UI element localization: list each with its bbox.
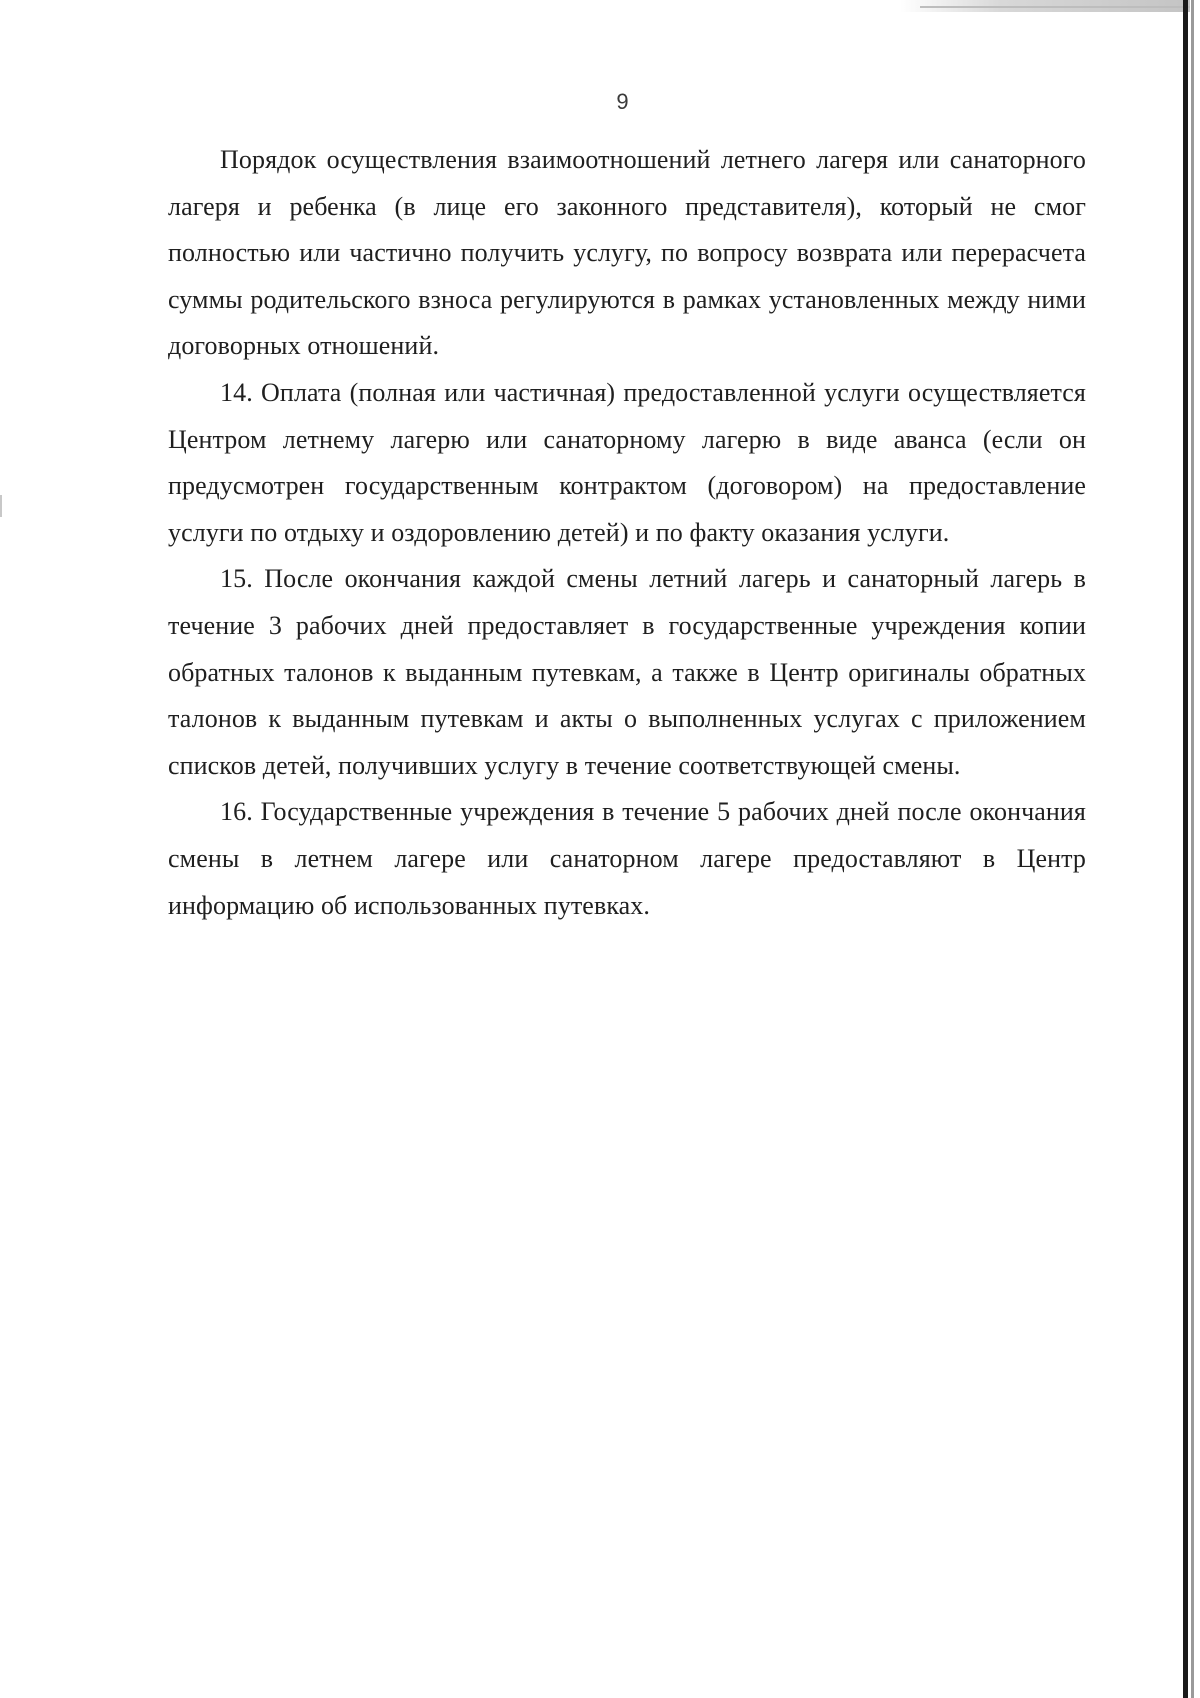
- paragraph-14-payment: 14. Оплата (полная или частичная) предоставленной услуги осуществляется Центром летнему лагерю или санаторному лагерю в виде аванса (если он предусмотрен государственным контрактом (договором) на предоставление услуги по отдыху и оздоровлению детей) и по факту оказания услуги.: [168, 377, 1086, 547]
- paragraph-refund-order: Порядок осуществления взаимоотношений летнего лагеря или санаторного лагеря и ребенка (в лице его законного представителя), который не смог полностью или частично получить услугу, по вопросу возврата или перерасчета суммы родительского взноса регулируются в рамках установленных между ними договорных отношений.: [168, 145, 1086, 361]
- page-number: 9: [616, 89, 629, 114]
- paragraph-15-reports: 15. После окончания каждой смены летний лагерь и санаторный лагерь в течение 3 рабочих дней предоставляет в государственные учреждения копии обратных талонов к выданным путевкам, а также в Центр оригиналы обратных талонов к выданным путевкам и акты о выполненных услугах с приложением списков детей, получивших услугу в течение соответствующей смены.: [168, 564, 1086, 780]
- scan-top-line: [920, 6, 1190, 8]
- paragraph-16-institutions: 16. Государственные учреждения в течение 5 рабочих дней после окончания смены в летнем лагере или санаторном лагере предоставляют в Центр информацию об использованных путевках.: [168, 797, 1086, 920]
- document-body: [168, 137, 1086, 929]
- scan-right-edge: [1183, 0, 1188, 1698]
- scan-right-edge-shadow: [1191, 0, 1194, 1698]
- scan-left-mark: [0, 495, 2, 517]
